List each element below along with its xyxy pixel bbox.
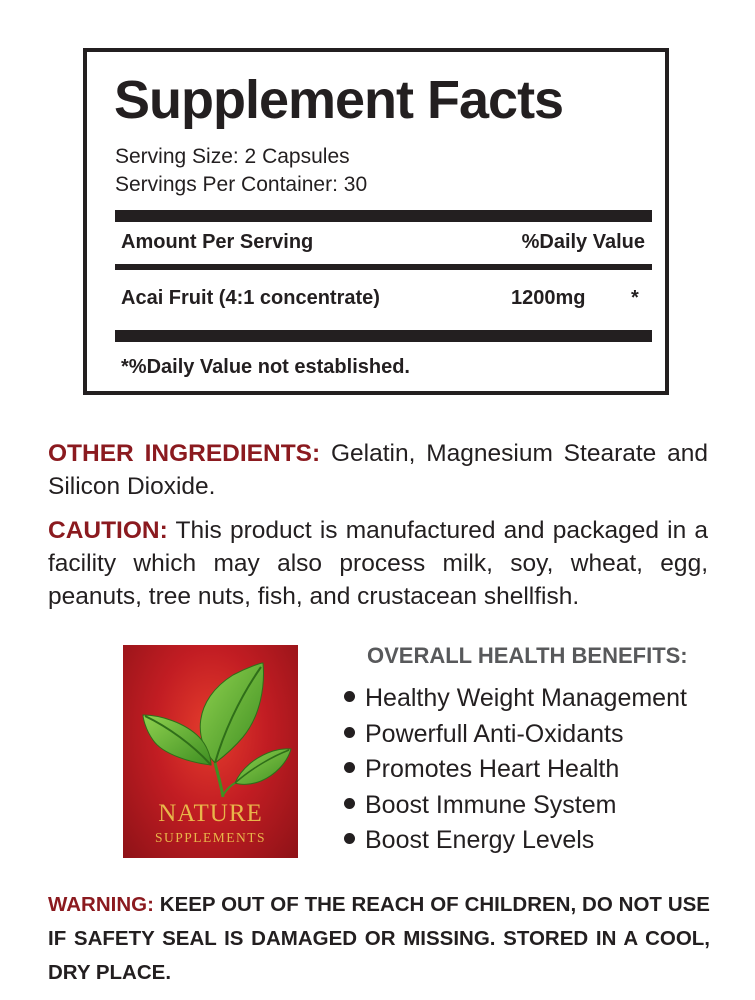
logo-text-nature: NATURE bbox=[158, 800, 263, 827]
facts-title: Supplement Facts bbox=[114, 70, 564, 130]
warning bbox=[48, 888, 710, 990]
list-item bbox=[344, 682, 687, 718]
supplement-facts-panel bbox=[83, 48, 669, 395]
warning-label: WARNING: bbox=[48, 893, 154, 916]
bullet-icon bbox=[344, 762, 355, 773]
servings-per-container: Servings Per Container: 30 bbox=[115, 173, 368, 196]
benefit-text: Boost Energy Levels bbox=[365, 826, 595, 854]
thick-divider-bottom bbox=[115, 330, 652, 342]
bullet-icon bbox=[344, 727, 355, 738]
logo-text-supplements: SUPPLEMENTS bbox=[154, 830, 267, 845]
benefit-text: Boost Immune System bbox=[365, 790, 617, 819]
benefits-title: OVERALL HEALTH BENEFITS: bbox=[367, 643, 688, 668]
benefit-text: Powerfull Anti-Oxidants bbox=[365, 719, 624, 748]
bullet-icon bbox=[344, 798, 355, 809]
warning-text: KEEP OUT OF THE REACH OF CHILDREN, DO NOT USE IF SAFETY SEAL IS DAMAGED OR MISSING. STORED IN A COOL, DRY PLACE. bbox=[48, 893, 710, 984]
leaf-icon bbox=[123, 645, 298, 805]
thick-divider-top bbox=[115, 210, 652, 222]
list-item bbox=[344, 718, 687, 754]
list-item bbox=[344, 753, 687, 789]
list-item bbox=[344, 789, 687, 825]
benefits-list bbox=[344, 682, 687, 860]
other-ingredients bbox=[48, 437, 708, 503]
nature-supplements-logo bbox=[123, 645, 298, 858]
caution bbox=[48, 514, 708, 613]
list-item bbox=[344, 824, 687, 860]
bullet-icon bbox=[344, 691, 355, 702]
other-ingredients-text: Gelatin, Magnesium Stearate and Silicon Dioxide. bbox=[48, 440, 708, 500]
daily-value-footnote: *%Daily Value not established. bbox=[121, 356, 410, 378]
caution-text: This product is manufactured and packaged in a facility which may also process milk, soy, wheat, egg, peanuts, tree nuts, fish, and crustacean shellfish. bbox=[48, 517, 708, 610]
amount-per-serving-header: Amount Per Serving bbox=[121, 231, 314, 253]
ingredient-amount: 1200mg bbox=[511, 287, 586, 309]
caution-label: CAUTION: bbox=[48, 517, 168, 544]
daily-value-header: %Daily Value bbox=[521, 231, 645, 253]
bullet-icon bbox=[344, 833, 355, 844]
other-ingredients-label: OTHER INGREDIENTS: bbox=[48, 440, 321, 467]
divider-mid bbox=[115, 264, 652, 270]
benefit-text: Healthy Weight Management bbox=[365, 684, 687, 712]
ingredient-name: Acai Fruit (4:1 concentrate) bbox=[121, 287, 380, 309]
ingredient-daily-value: * bbox=[631, 287, 639, 309]
benefit-text: Promotes Heart Health bbox=[365, 755, 620, 783]
serving-size: Serving Size: 2 Capsules bbox=[115, 145, 350, 168]
